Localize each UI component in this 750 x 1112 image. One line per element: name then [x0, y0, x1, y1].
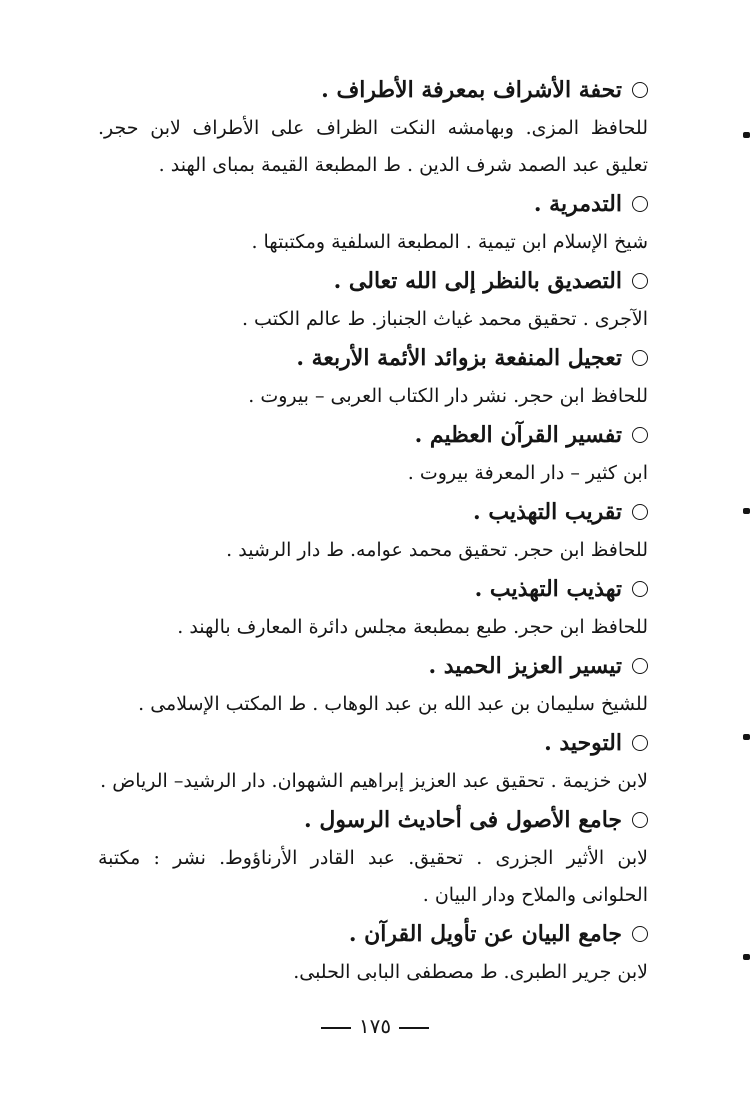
entry-description: ابن كثير – دار المعرفة بيروت . [407, 462, 648, 484]
entry-description: للحافظ المزى. وبهامشه النكت الظراف على الأطراف لابن حجر. تعليق عبد الصمد شرف الدين . ط المطبعة القيمة بمباى الهند . [98, 117, 648, 176]
bibliography-entry [98, 569, 648, 646]
entry-description: للحافظ ابن حجر. طبع بمطبعة مجلس دائرة المعارف بالهند . [177, 616, 648, 638]
scan-edge-mark [743, 132, 750, 138]
footer-dash [399, 1027, 429, 1029]
circle-bullet-icon [632, 735, 648, 751]
entry-description: الآجرى . تحقيق محمد غياث الجنباز. ط عالم الكتب . [241, 308, 648, 330]
bibliography-entry [98, 415, 648, 492]
circle-bullet-icon [632, 504, 648, 520]
entry-title: تعجيل المنفعة بزوائد الأئمة الأربعة . [296, 345, 622, 371]
bibliography-entry [98, 70, 648, 184]
entry-description: لابن خزيمة . تحقيق عبد العزيز إبراهيم الشهوان. دار الرشيد– الرياض . [100, 770, 648, 792]
bibliography-entry [98, 723, 648, 800]
circle-bullet-icon [632, 82, 648, 98]
entry-description: للحافظ ابن حجر. تحقيق محمد عوامه. ط دار الرشيد . [226, 539, 648, 561]
circle-bullet-icon [632, 581, 648, 597]
entry-title: جامع الأصول فى أحاديث الرسول . [304, 807, 622, 833]
circle-bullet-icon [632, 350, 648, 366]
bibliography-entry [98, 914, 648, 991]
entry-title: تفسير القرآن العظيم . [414, 422, 622, 448]
entry-title: تقريب التهذيب . [473, 499, 622, 525]
scan-edge-mark [743, 954, 750, 960]
scan-edge-mark [743, 734, 750, 740]
bibliography-entry [98, 184, 648, 261]
bibliography-entry [98, 261, 648, 338]
circle-bullet-icon [632, 658, 648, 674]
entry-description: لابن الأثير الجزرى . تحقيق. عبد القادر الأرناؤوط. نشر : مكتبة الحلوانى والملاح ودار البيان . [98, 847, 648, 906]
page-number: ١٧٥ [358, 1014, 392, 1038]
bibliography-entry [98, 338, 648, 415]
entry-title: التدمرية . [533, 191, 622, 217]
bibliography-entry [98, 646, 648, 723]
page-footer [0, 1012, 750, 1040]
circle-bullet-icon [632, 196, 648, 212]
circle-bullet-icon [632, 273, 648, 289]
entry-title: تهذيب التهذيب . [474, 576, 622, 602]
entry-description: للشيخ سليمان بن عبد الله بن عبد الوهاب . ط المكتب الإسلامى . [138, 693, 648, 715]
circle-bullet-icon [632, 926, 648, 942]
scan-edge-mark [743, 508, 750, 514]
entry-description: للحافظ ابن حجر. نشر دار الكتاب العربى – بيروت . [248, 385, 648, 407]
bibliography-entry [98, 492, 648, 569]
entry-title: جامع البيان عن تأويل القرآن . [348, 921, 622, 947]
bibliography-entry [98, 800, 648, 914]
entry-description: لابن جرير الطبرى. ط مصطفى البابى الحلبى. [293, 961, 648, 983]
entry-title: التوحيد . [544, 730, 622, 756]
circle-bullet-icon [632, 427, 648, 443]
entry-title: تيسير العزيز الحميد . [428, 653, 622, 679]
bibliography-page [98, 70, 648, 1050]
entry-description: شيخ الإسلام ابن تيمية . المطبعة السلفية ومكتبتها . [251, 231, 648, 253]
entry-title: التصديق بالنظر إلى الله تعالى . [333, 268, 622, 294]
circle-bullet-icon [632, 812, 648, 828]
entry-title: تحفة الأشراف بمعرفة الأطراف . [321, 77, 622, 103]
footer-dash [321, 1027, 351, 1029]
